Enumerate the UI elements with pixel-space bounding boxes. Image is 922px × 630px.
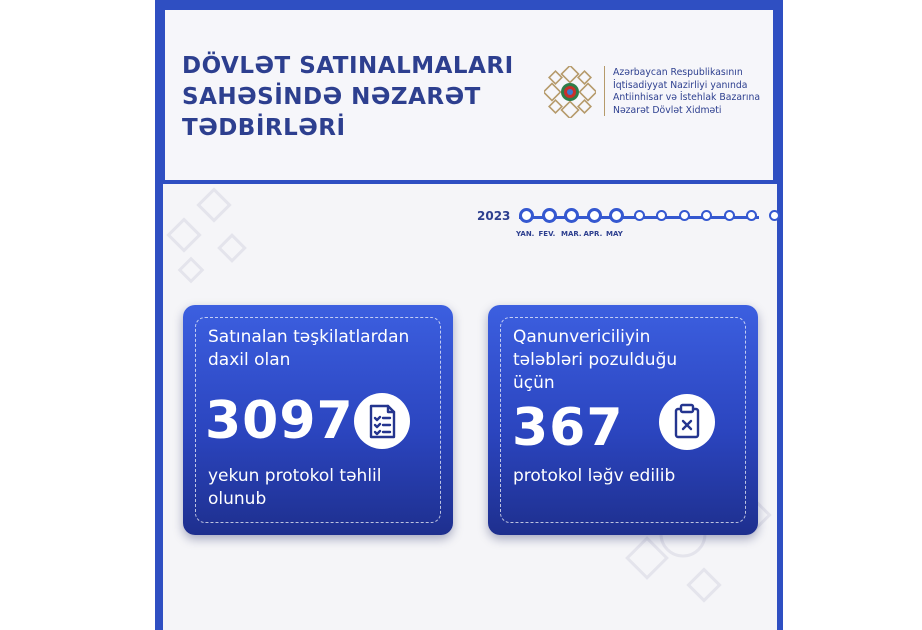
organization-name [613,67,760,117]
card-bottom-line: olunub [208,489,267,509]
org-line-1: Azərbaycan Respublikasının [613,67,743,78]
timeline-month-label: MAY [606,230,623,238]
org-line-2: İqtisadiyyat Nazirliyi yanında [613,79,748,91]
card-top-line: tələbləri pozulduğu [513,350,678,370]
timeline-dot [519,208,534,223]
card-top-line: üçün [513,373,555,393]
clipboard-cancel-icon [659,394,715,450]
timeline-dot [679,210,690,221]
timeline-dot [587,208,602,223]
timeline-month-label: APR. [583,230,603,238]
timeline-dot [609,208,624,223]
timeline-year: 2023 [477,209,511,223]
stat-card-reviewed [183,305,453,535]
card-bottom-line: yekun protokol təhlil [208,466,382,486]
stat-number: 367 [512,398,624,458]
timeline-dot [634,210,645,221]
logo-divider [604,66,605,116]
title-line-2: SAHƏSİNDƏ NƏZARƏT [182,84,481,110]
checklist-document-icon [354,393,410,449]
timeline-month-label: YAN. [516,230,535,238]
timeline-dot [656,210,667,221]
card-top-line: Qanunvericiliyin [513,327,651,347]
stat-number: 3097 [205,391,354,451]
org-line-3: Antiinhisar və İstehlak Bazarına [613,92,761,103]
decorative-pattern-left [163,184,273,294]
card-top-text [513,326,677,395]
card-bottom-line: protokol ləğv edilib [513,466,676,486]
title-line-1: DÖVLƏT SATINALMALARI [182,53,514,79]
stat-card-cancelled [488,305,758,535]
card-bottom-text [208,465,382,511]
timeline-dot [564,208,579,223]
card-bottom-text [513,465,675,488]
timeline-dot [724,210,735,221]
page-title [182,51,514,144]
card-top-text [208,326,409,372]
emblem-logo [544,66,596,118]
title-line-3: TƏDBİRLƏRİ [182,115,346,141]
timeline-month-label: MAR. [561,230,582,238]
timeline-dot [746,210,757,221]
card-top-line: Satınalan təşkilatlardan [208,327,410,347]
timeline-dot [542,208,557,223]
timeline-dot [769,210,780,221]
card-top-line: daxil olan [208,350,291,370]
timeline-dot [701,210,712,221]
timeline-month-label: FEV. [538,230,556,238]
org-line-4: Nəzarət Dövlət Xidməti [613,104,722,116]
